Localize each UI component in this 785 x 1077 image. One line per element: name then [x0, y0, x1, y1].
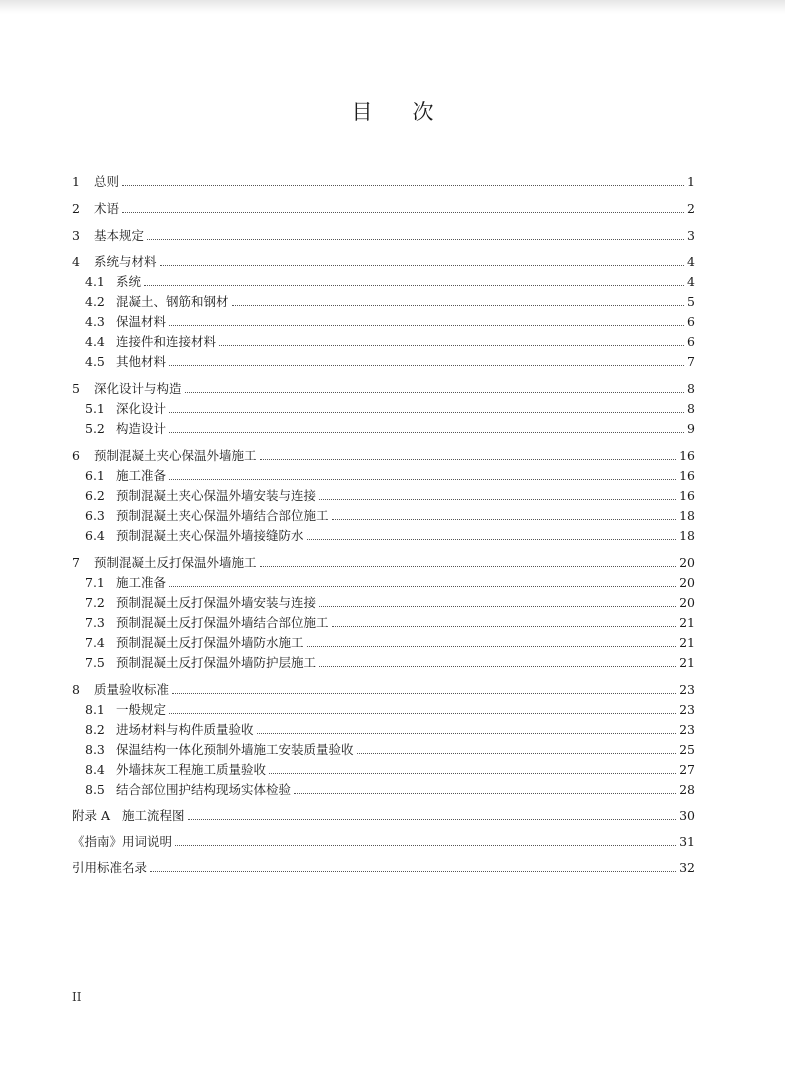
toc-entry-title: 预制混凝土反打保温外墙防水施工	[116, 634, 304, 650]
toc-entry-page: 20	[679, 554, 695, 570]
toc-entry[interactable]	[72, 804, 695, 824]
toc-leader-dots	[188, 819, 677, 820]
toc-entry-title: 质量验收标准	[94, 681, 170, 697]
toc-entry[interactable]	[72, 224, 695, 244]
toc-leader-dots	[307, 539, 677, 540]
toc-leader-dots	[150, 871, 676, 872]
toc-entry-title: 总则	[94, 174, 120, 189]
toc-entry-page: 30	[679, 807, 695, 823]
toc-entry-title: 预制混凝土夹心保温外墙安装与连接	[116, 487, 317, 503]
toc-entry[interactable]	[72, 350, 695, 370]
toc-entry-number: 8.3	[85, 741, 105, 757]
toc-entry-number: 6.3	[85, 507, 105, 523]
toc-leader-dots	[122, 185, 684, 186]
toc-entry[interactable]	[72, 197, 695, 217]
toc-entry-title: 保温结构一体化预制外墙施工安装质量验收	[116, 741, 354, 757]
toc-entry-title: 预制混凝土反打保温外墙防护层施工	[116, 654, 317, 670]
toc-entry[interactable]	[72, 738, 695, 758]
toc-entry-number: 7.5	[85, 654, 105, 670]
toc-entry[interactable]	[72, 551, 695, 571]
toc-entry[interactable]	[72, 444, 695, 464]
page-number-footer: II	[72, 990, 82, 1004]
toc-leader-dots	[319, 666, 676, 667]
toc-leader-dots	[319, 606, 676, 607]
toc-entry-page: 1	[687, 174, 695, 189]
toc-leader-dots	[160, 265, 684, 266]
toc-entry-page: 20	[679, 574, 695, 590]
toc-entry-number: 5	[72, 381, 80, 397]
toc-leader-dots	[307, 646, 677, 647]
toc-entry-number: 1	[72, 174, 80, 189]
toc-entry-title: 施工准备	[116, 574, 167, 590]
toc-entry[interactable]	[72, 417, 695, 437]
toc-entry[interactable]	[72, 678, 695, 698]
toc-entry[interactable]	[72, 758, 695, 778]
toc-entry-number: 7	[72, 554, 80, 570]
toc-entry[interactable]	[72, 591, 695, 611]
toc-entry-title: 预制混凝土夹心保温外墙结合部位施工	[116, 507, 329, 523]
toc-leader-dots	[169, 432, 684, 433]
toc-leader-dots	[260, 459, 677, 460]
toc-entry-title: 其他材料	[116, 354, 167, 370]
toc-entry-page: 28	[679, 781, 695, 797]
toc-leader-dots	[122, 212, 684, 213]
toc-leader-dots	[260, 566, 677, 567]
toc-leader-dots	[332, 519, 677, 520]
toc-entry-page: 20	[679, 594, 695, 610]
toc-entry-page: 5	[687, 294, 695, 310]
toc-entry-page: 8	[687, 381, 695, 397]
toc-leader-dots	[172, 693, 676, 694]
toc-leader-dots	[294, 793, 676, 794]
toc-entry-number: 7.3	[85, 614, 105, 630]
toc-entry-title: 深化设计	[116, 401, 167, 417]
toc-entry-number: 4.1	[85, 274, 105, 290]
toc-entry-title: 系统	[116, 274, 142, 290]
toc-entry[interactable]	[72, 250, 695, 270]
toc-leader-dots	[219, 345, 684, 346]
toc-entry-page: 4	[687, 254, 695, 270]
viewer-top-shadow	[0, 0, 785, 14]
toc-leader-dots	[232, 305, 684, 306]
page-title	[0, 96, 785, 126]
toc-entry-number: 4.2	[85, 294, 105, 310]
toc-entry-number: 8.1	[85, 701, 105, 717]
toc-entry-page: 9	[687, 421, 695, 437]
toc-entry-number: 4.5	[85, 354, 105, 370]
toc-entry-title: 连接件和连接材料	[116, 334, 217, 350]
toc-entry-page: 31	[679, 833, 695, 849]
toc-entry-title: 一般规定	[116, 701, 167, 717]
toc-entry-title: 深化设计与构造	[94, 381, 182, 397]
toc-entry-title: 《指南》用词说明	[72, 833, 173, 849]
toc-entry-number: 6.4	[85, 527, 105, 543]
toc-entry-page: 21	[679, 614, 695, 630]
toc-entry-number: 5.1	[85, 401, 105, 417]
toc-leader-dots	[332, 626, 677, 627]
toc-entry-page: 18	[679, 507, 695, 523]
toc-entry-page: 2	[687, 200, 695, 216]
table-of-contents	[72, 170, 695, 876]
toc-entry[interactable]	[72, 330, 695, 350]
page-title-char: 目	[351, 100, 373, 124]
toc-entry-page: 3	[687, 227, 695, 243]
toc-leader-dots	[169, 479, 676, 480]
toc-entry[interactable]	[72, 270, 695, 290]
toc-entry-title: 基本规定	[94, 227, 145, 243]
toc-leader-dots	[185, 392, 684, 393]
toc-entry-page: 4	[687, 274, 695, 290]
toc-entry-number: 4.4	[85, 334, 105, 350]
toc-entry-title: 术语	[94, 200, 120, 216]
toc-entry[interactable]	[72, 698, 695, 718]
toc-entry-number: 7.4	[85, 634, 105, 650]
toc-entry-number: 8.2	[85, 721, 105, 737]
toc-leader-dots	[169, 412, 684, 413]
toc-entry-page: 21	[679, 634, 695, 650]
toc-entry-number: 3	[72, 227, 80, 243]
toc-leader-dots	[147, 239, 684, 240]
toc-entry-title: 混凝土、钢筋和钢材	[116, 294, 229, 310]
toc-leader-dots	[319, 499, 676, 500]
toc-entry-page: 8	[687, 401, 695, 417]
toc-entry-page: 16	[679, 487, 695, 503]
toc-entry-title: 构造设计	[116, 421, 167, 437]
toc-entry-page: 6	[687, 314, 695, 330]
toc-entry-title: 保温材料	[116, 314, 167, 330]
toc-entry-number: 附录 A	[72, 807, 111, 823]
toc-entry-number: 4	[72, 254, 80, 270]
page-title-char: 次	[412, 100, 434, 124]
toc-entry-page: 16	[679, 447, 695, 463]
toc-leader-dots	[357, 753, 677, 754]
toc-entry-number: 8.5	[85, 781, 105, 797]
toc-entry-number: 5.2	[85, 421, 105, 437]
toc-entry[interactable]	[72, 571, 695, 591]
toc-entry-page: 27	[679, 761, 695, 777]
toc-entry-number: 4.3	[85, 314, 105, 330]
toc-entry-number: 2	[72, 200, 80, 216]
toc-entry-title: 预制混凝土夹心保温外墙施工	[94, 447, 257, 463]
toc-entry-page: 16	[679, 467, 695, 483]
toc-entry-number: 6.1	[85, 467, 105, 483]
toc-leader-dots	[169, 586, 676, 587]
toc-entry[interactable]	[72, 778, 695, 798]
toc-entry-title: 外墙抹灰工程施工质量验收	[116, 761, 267, 777]
toc-entry-title: 预制混凝土反打保温外墙结合部位施工	[116, 614, 329, 630]
toc-entry[interactable]	[72, 651, 695, 671]
toc-entry-title: 引用标准名录	[72, 859, 148, 875]
toc-entry-number: 6.2	[85, 487, 105, 503]
toc-entry-page: 23	[679, 721, 695, 737]
toc-entry[interactable]	[72, 310, 695, 330]
toc-entry-page: 21	[679, 654, 695, 670]
toc-entry-title: 施工准备	[116, 467, 167, 483]
toc-entry-page: 23	[679, 701, 695, 717]
toc-entry[interactable]	[72, 290, 695, 310]
toc-entry-number: 8	[72, 681, 80, 697]
toc-leader-dots	[144, 285, 684, 286]
toc-entry[interactable]	[72, 504, 695, 524]
toc-entry[interactable]	[72, 377, 695, 397]
toc-entry-page: 23	[679, 681, 695, 697]
toc-entry[interactable]	[72, 397, 695, 417]
toc-entry-title: 预制混凝土夹心保温外墙接缝防水	[116, 527, 304, 543]
toc-entry-number: 6	[72, 447, 80, 463]
toc-entry-page: 18	[679, 527, 695, 543]
toc-entry-page: 6	[687, 334, 695, 350]
toc-entry-page: 7	[687, 354, 695, 370]
toc-entry[interactable]	[72, 611, 695, 631]
toc-leader-dots	[257, 733, 677, 734]
toc-entry-title: 施工流程图	[122, 807, 185, 823]
toc-leader-dots	[169, 365, 684, 366]
toc-leader-dots	[269, 773, 676, 774]
toc-leader-dots	[169, 713, 676, 714]
toc-entry[interactable]	[72, 464, 695, 484]
toc-entry[interactable]	[72, 631, 695, 651]
toc-entry[interactable]	[72, 718, 695, 738]
toc-entry-page: 25	[679, 741, 695, 757]
toc-entry-number: 7.1	[85, 574, 105, 590]
toc-entry-number: 7.2	[85, 594, 105, 610]
toc-entry[interactable]	[72, 830, 695, 850]
toc-entry-page: 32	[679, 859, 695, 875]
toc-entry-title: 预制混凝土反打保温外墙安装与连接	[116, 594, 317, 610]
toc-entry-title: 进场材料与构件质量验收	[116, 721, 254, 737]
toc-leader-dots	[169, 325, 684, 326]
toc-leader-dots	[175, 845, 676, 846]
toc-entry-number: 8.4	[85, 761, 105, 777]
toc-entry[interactable]	[72, 170, 695, 190]
toc-entry-title: 预制混凝土反打保温外墙施工	[94, 554, 257, 570]
toc-entry[interactable]	[72, 484, 695, 504]
toc-entry[interactable]	[72, 524, 695, 544]
toc-entry[interactable]	[72, 856, 695, 876]
toc-entry-title: 系统与材料	[94, 254, 157, 270]
toc-entry-title: 结合部位围护结构现场实体检验	[116, 781, 292, 797]
